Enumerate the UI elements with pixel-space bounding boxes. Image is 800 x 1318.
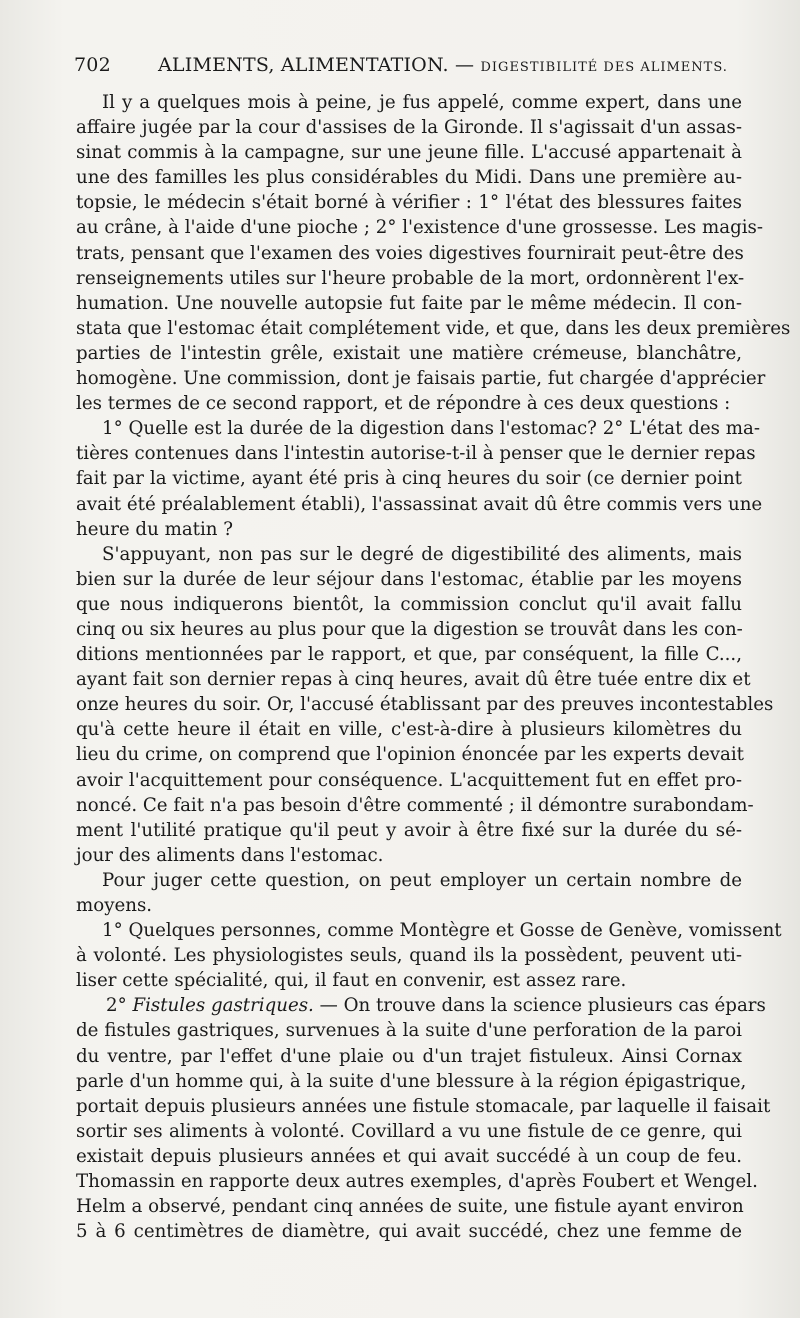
text-line: stata que l'estomac était complétement vide, et que, dans les deux premières bbox=[76, 317, 791, 339]
text-line: lieu du crime, on comprend que l'opinion énoncée par les experts devait bbox=[76, 744, 744, 766]
text-line: topsie, le médecin s'était borné à vérifier : 1° l'état des blessures faites bbox=[76, 192, 742, 214]
text-line: au crâne, à l'aide d'une pioche ; 2° l'existence d'une grossesse. Les magis- bbox=[76, 217, 764, 239]
paragraph-conclusion bbox=[76, 542, 774, 868]
text-line: sinat commis à la campagne, sur une jeune fille. L'accusé appartenait à bbox=[76, 142, 742, 164]
running-header bbox=[74, 54, 742, 84]
text-line: de fistules gastriques, survenues à la suite d'une perforation de la paroi bbox=[76, 1020, 742, 1042]
text-line: portait depuis plusieurs années une fistule stomacale, par laquelle il faisait bbox=[76, 1095, 771, 1117]
text-line: qu'à cette heure il était en ville, c'est-à-dire à plusieurs kilomètres du bbox=[76, 719, 742, 741]
text-line: ayant fait son dernier repas à cinq heures, avait dû être tuée entre dix et bbox=[76, 669, 751, 691]
text-line: 1° Quelle est la durée de la digestion dans l'estomac? 2° L'état des ma- bbox=[102, 418, 760, 440]
text-line: liser cette spécialité, qui, il faut en convenir, est assez rare. bbox=[76, 970, 627, 992]
text-line: cinq ou six heures au plus pour que la digestion se trouvât dans les con- bbox=[76, 618, 743, 640]
paragraph-vomiting bbox=[76, 918, 782, 993]
text-line: avait été préalablement établi), l'assassinat avait dû être commis vers une bbox=[76, 493, 763, 515]
text-line: renseignements utiles sur l'heure probable de la mort, ordonnèrent l'ex- bbox=[76, 267, 745, 289]
text-line: homogène. Une commission, dont je faisais partie, fut chargée d'apprécier bbox=[76, 368, 766, 390]
text-line: Il y a quelques mois à peine, je fus appelé, comme expert, dans une bbox=[102, 92, 742, 113]
paragraph-questions bbox=[76, 416, 763, 541]
section-heading: Fistules gastriques. bbox=[132, 995, 314, 1017]
text-line: 5 à 6 centimètres de diamètre, qui avait succédé, chez une femme de bbox=[76, 1221, 742, 1243]
text-line: sortir ses aliments à volonté. Covillard a vu une fistule de ce genre, qui bbox=[76, 1120, 742, 1142]
heading-continuation: — On trouve dans la science plusieurs cas épars bbox=[313, 995, 766, 1017]
text-line: jour des aliments dans l'estomac. bbox=[76, 844, 384, 866]
section-number: 2° bbox=[106, 995, 127, 1017]
text-line: à volonté. Les physiologistes seuls, quand ils la possèdent, peuvent uti- bbox=[76, 945, 742, 967]
text-line: onze heures du soir. Or, l'accusé établissant par des preuves incontestables bbox=[76, 694, 774, 716]
paragraph-expertise bbox=[76, 90, 791, 416]
text-line: heure du matin ? bbox=[76, 518, 234, 540]
text-line: trats, pensant que l'examen des voies digestives fournirait peut-être des bbox=[76, 242, 744, 264]
running-title bbox=[158, 54, 728, 76]
text-line: bien sur la durée de leur séjour dans l'estomac, établie par les moyens bbox=[76, 568, 742, 590]
text-line: moyens. bbox=[76, 895, 153, 916]
header-dash: — bbox=[455, 54, 475, 76]
text-line: fait par la victime, ayant été pris à cinq heures du soir (ce dernier point bbox=[76, 468, 742, 490]
text-line: tières contenues dans l'intestin autorise-t-il à penser que le dernier repas bbox=[76, 443, 756, 465]
paragraph-methods bbox=[76, 868, 742, 918]
header-title: ALIMENTS, ALIMENTATION. bbox=[158, 54, 449, 76]
text-line: ditions mentionnées par le rapport, et que, par conséquent, la fille C..., bbox=[76, 644, 742, 666]
text-line: noncé. Ce fait n'a pas besoin d'être commenté ; il démontre surabondam- bbox=[76, 794, 754, 816]
page-number: 702 bbox=[74, 54, 111, 76]
text-line: une des familles les plus considérables du Midi. Dans une première au- bbox=[76, 167, 742, 189]
text-line: ment l'utilité pratique qu'il peut y avoir à être fixé sur la durée du sé- bbox=[76, 819, 742, 841]
text-line: que nous indiquerons bientôt, la commission conclut qu'il avait fallu bbox=[76, 593, 742, 615]
page-body bbox=[76, 90, 791, 1244]
text-line: du ventre, par l'effet d'une plaie ou d'un trajet fistuleux. Ainsi Cornax bbox=[76, 1045, 742, 1067]
header-subtitle: DIGESTIBILITÉ DES ALIMENTS. bbox=[480, 60, 728, 75]
text-line: avoir l'acquittement pour conséquence. L'acquittement fut en effet pro- bbox=[76, 769, 742, 791]
text-line: Thomassin en rapporte deux autres exemples, d'après Foubert et Wengel. bbox=[76, 1171, 758, 1193]
text-line: Helm a observé, pendant cinq années de suite, une fistule ayant environ bbox=[76, 1196, 744, 1218]
text-line: S'appuyant, non pas sur le degré de digestibilité des aliments, mais bbox=[102, 543, 742, 565]
text-line: 1° Quelques personnes, comme Montègre et Gosse de Genève, vomissent bbox=[102, 920, 782, 942]
text-line: humation. Une nouvelle autopsie fut faite par le même médecin. Il con- bbox=[76, 292, 742, 314]
text-line bbox=[76, 993, 766, 1018]
paragraph-fistulas bbox=[76, 993, 771, 1244]
text-line: parle d'un homme qui, à la suite d'une blessure à la région épigastrique, bbox=[76, 1070, 747, 1092]
text-line: Pour juger cette question, on peut employer un certain nombre de bbox=[102, 869, 742, 891]
text-line: existait depuis plusieurs années et qui avait succédé à un coup de feu. bbox=[76, 1145, 742, 1167]
text-line: parties de l'intestin grêle, existait une matière crémeuse, blanchâtre, bbox=[76, 342, 742, 364]
text-line: affaire jugée par la cour d'assises de la Gironde. Il s'agissait d'un assas- bbox=[76, 117, 742, 139]
text-line: les termes de ce second rapport, et de répondre à ces deux questions : bbox=[76, 393, 731, 415]
